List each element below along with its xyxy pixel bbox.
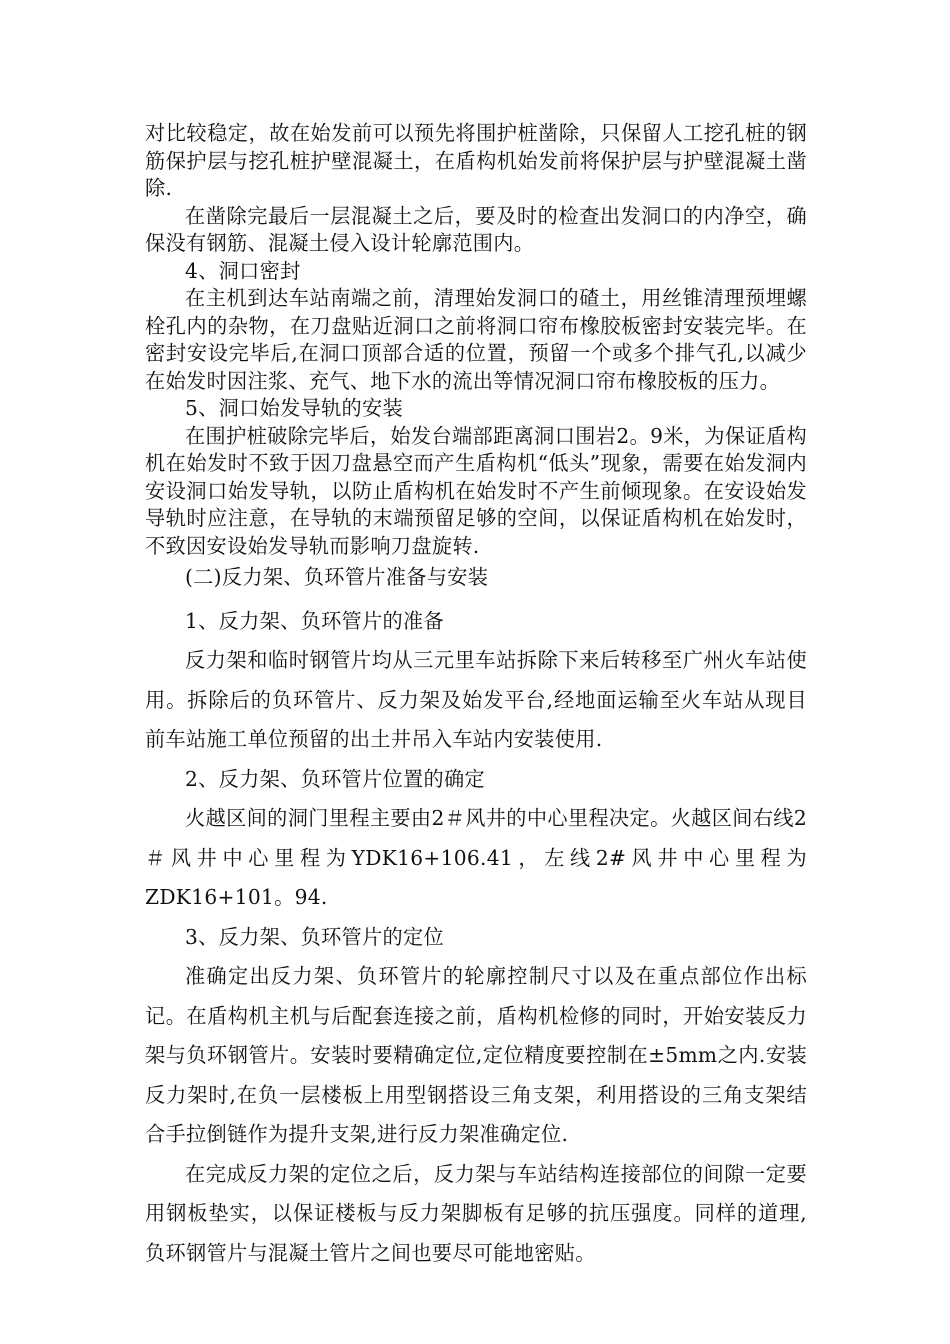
- heading-guide-rail: 5、洞口始发导轨的安装: [185, 396, 404, 420]
- heading-portal-seal: 4、洞口密封: [185, 258, 301, 283]
- paragraph-gap-filling: 在完成反力架的定位之后，反力架与车站结构连接部位的间隙一定要用钢板垫实，以保证楼板与反力架脚板有足够的抗压强度。同样的道理,负环钢管片与混凝土管片之间也要尽可能地密贴。: [145, 1161, 807, 1265]
- paragraph-portal-seal: 在主机到达车站南端之前，清理始发洞口的碴土，用丝锥清理预埋螺栓孔内的杂物，在刀盘贴近洞口之前将洞口帘布橡胶板密封安装完毕。在密封安设完毕后,在洞口顶部合适的位置，预留一个或多个排气孔,以减少在始发时因注浆、充气、地下水的流出等情况洞口帘布橡胶板的压力。: [145, 286, 807, 393]
- paragraph-clearance-check: 在凿除完最后一层混凝土之后，要及时的检查出发洞口的内净空，确保没有钢筋、混凝土侵入设计轮廓范围内。: [145, 203, 807, 255]
- heading-positioning: 3、反力架、负环管片的定位: [185, 924, 444, 949]
- section-tunnel-portal: [145, 120, 807, 592]
- document-body: [145, 120, 807, 1273]
- paragraph-position: 火越区间的洞门里程主要由2＃风井的中心里程决定。火越区间右线2＃风井中心里程为YDK16+106.41，左线2#风井中心里程为ZDK16+101。94.: [145, 806, 807, 909]
- paragraph-pile-removal: 对比较稳定，故在始发前可以预先将围护桩凿除，只保留人工挖孔桩的钢筋保护层与挖孔桩护壁混凝土，在盾构机始发前将保护层与护壁混凝土凿除.: [145, 121, 807, 200]
- heading-position: 2、反力架、负环管片位置的确定: [185, 766, 485, 791]
- heading-preparation: 1、反力架、负环管片的准备: [185, 608, 444, 633]
- paragraph-positioning: 准确定出反力架、负环管片的轮廓控制尺寸以及在重点部位作出标记。在盾构机主机与后配套连接之前，盾构机检修的同时，开始安装反力架与负环钢管片。安装时要精确定位,定位精度要控制在±5mm之内.安装反力架时,在负一层楼板上用型钢搭设三角支架，利用搭设的三角支架结合手拉倒链作为提升支架,进行反力架准确定位.: [145, 964, 807, 1146]
- paragraph-guide-rail: 在围护桩破除完毕后，始发台端部距离洞口围岩2。9米，为保证盾构机在始发时不致于因刀盘悬空而产生盾构机“低头”现象，需要在始发洞内安设洞口始发导轨，以防止盾构机在始发时不产生前倾现象。在安设始发导轨时应注意，在导轨的末端预留足够的空间，以保证盾构机在始发时，不致因安设始发导轨而影响刀盘旋转.: [145, 423, 807, 558]
- paragraph-preparation: 反力架和临时钢管片均从三元里车站拆除下来后转移至广州火车站使用。拆除后的负环管片、反力架及始发平台,经地面运输至火车站从现目前车站施工单位预留的出土井吊入车站内安装使用.: [145, 648, 807, 751]
- heading-section-two: (二)反力架、负环管片准备与安装: [185, 565, 489, 589]
- section-reaction-frame: [145, 602, 807, 1274]
